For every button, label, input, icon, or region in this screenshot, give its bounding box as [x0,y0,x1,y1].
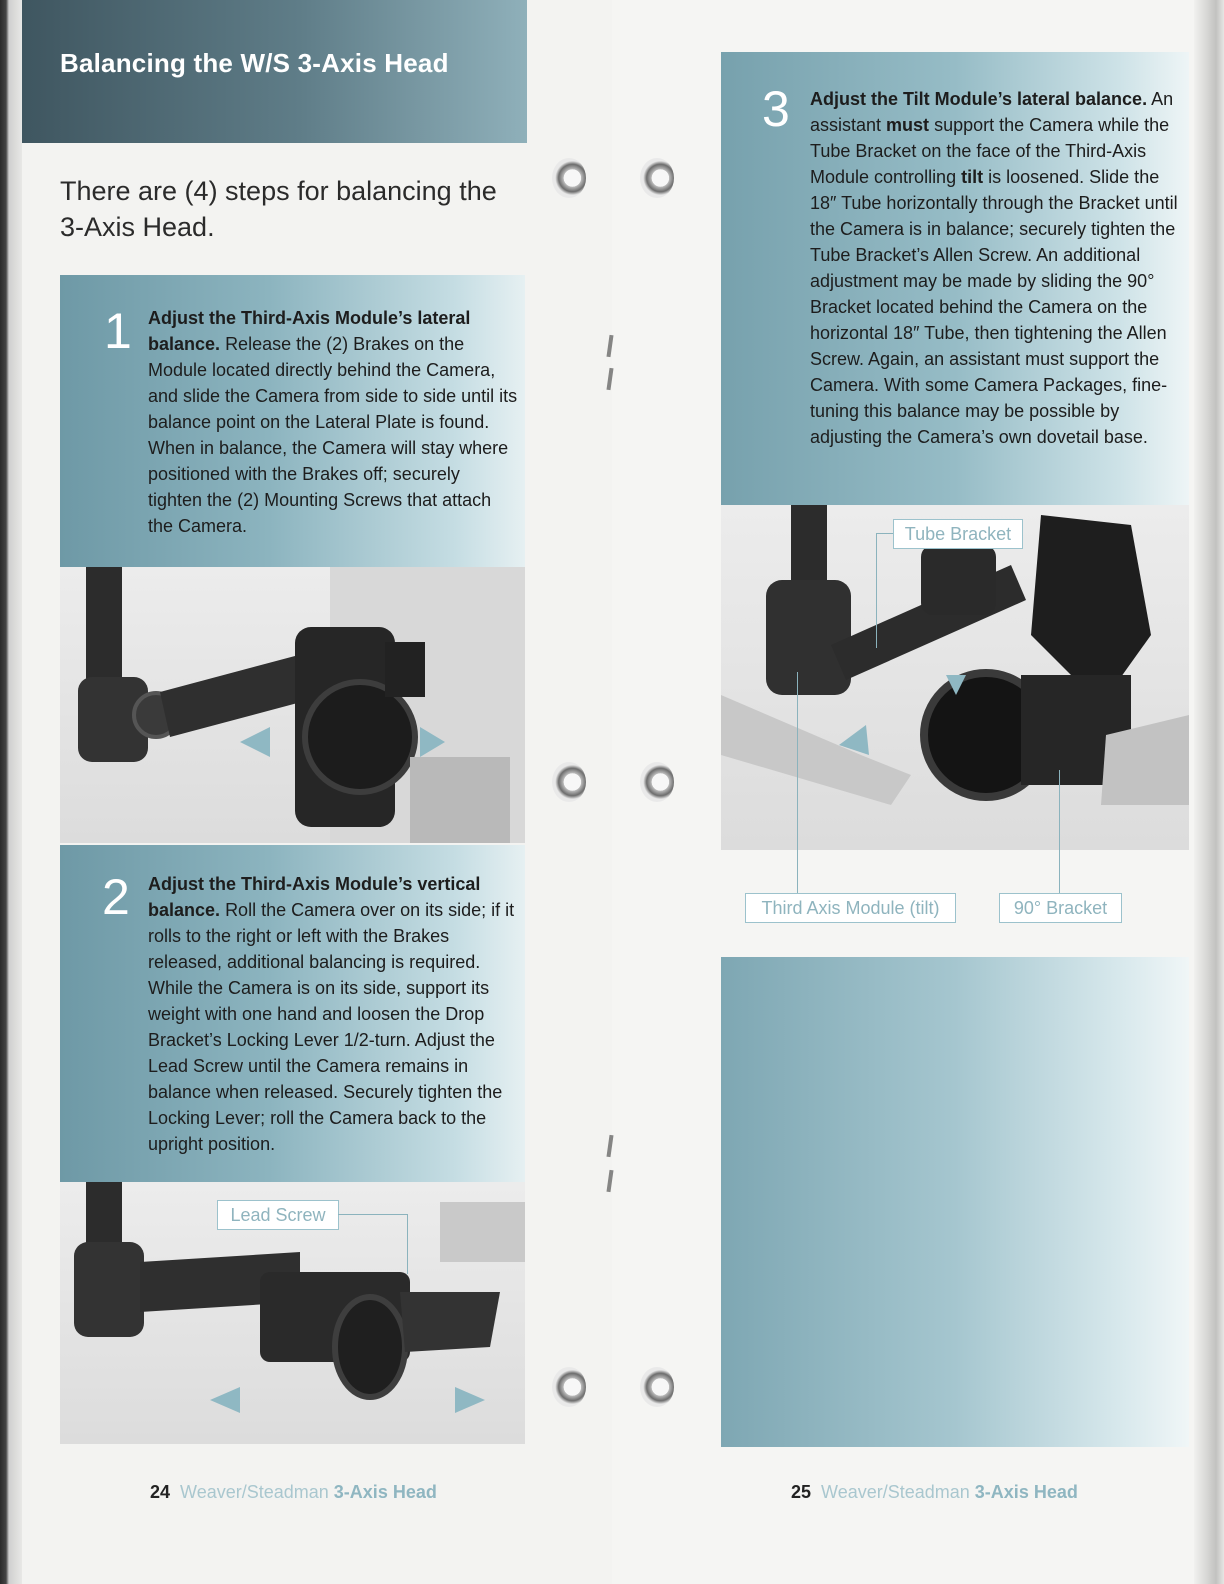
page-number-left: 24 [150,1482,171,1502]
photo-step-3 [721,505,1189,850]
step-3-number: 3 [762,81,790,137]
footer-product-left: 3-Axis Head [333,1482,437,1502]
footer-product-right: 3-Axis Head [974,1482,1078,1502]
step-2-text [148,871,518,1157]
binder-hole [640,1367,674,1407]
step-2-heading: Adjust the Third-Axis Module’s vertical balance. [148,874,481,920]
step-1-text [148,305,518,539]
step-2-body: Roll the Camera over on its side; if it rolls to the right or left with the Brakes released, additional balancing is required. While the Camera is on its side, support its weight with one hand and loosen the Drop Bracket’s Locking Lever 1/2-turn. Adjust the Lead Screw until the Camera remains in balance when released. Securely tighten the Locking Lever; roll the Camera back to the upright position. [148,900,515,1154]
callout-lead-screw: Lead Screw [217,1200,339,1230]
leader-line-tube-bracket-v [876,533,877,648]
leader-line-90-bracket [1059,770,1060,894]
step-2-number: 2 [102,869,130,925]
callout-90-bracket: 90° Bracket [999,893,1122,923]
footer-brand-right: Weaver/Steadman [821,1482,970,1502]
leader-line-third-axis [797,672,798,894]
binder-edge [0,0,22,1584]
page-title: Balancing the W/S 3-Axis Head [60,48,449,78]
step-3-body-b: support the Camera while the Tube Bracket on the face of the Third-Axis Module controlling [810,115,1170,187]
binder-hole [552,158,586,198]
leader-line-tube-bracket-h [876,533,893,534]
step-1-heading: Adjust the Third-Axis Module’s lateral balance. [148,308,471,354]
photo-step-1-illustration [60,567,525,843]
binder-hole [552,1367,586,1407]
step-3-body-a: An assistant [810,89,1174,135]
step-3-heading: Adjust the Tilt Module’s lateral balance. [810,89,1148,109]
footer-left [150,1482,437,1503]
photo-step-1 [60,567,525,843]
step-3-body-strong2: tilt [961,167,984,187]
step-1-body: Release the (2) Brakes on the Module located directly behind the Camera, and slide the Camera from side to side until its balance point on the Lateral Plate is found. When in balance, the Camera will stay where positioned with the Brakes off; securely tighten the (2) Mounting Screws that attach the Camera. [148,334,518,536]
notes-box [721,957,1189,1447]
page-number-right: 25 [791,1482,812,1502]
step-3-body-strong: must [886,115,930,135]
step-3-body-c: is loosened. Slide the 18″ Tube horizontally through the Bracket until the Camera is in balance; securely tighten the Tube Bracket’s Allen Screw. An additional adjustment may be made by sliding the 90° Bracket located behind the Camera on the horizontal 18″ Tube, then tightening the Allen Screw. Again, an assistant must support the Camera. With some Camera Packages, fine-tuning this balance may be possible by adjusting the Camera’s own dovetail base. [810,167,1178,447]
binder-hole [640,762,674,802]
step-3-text [810,86,1185,450]
intro-text: There are (4) steps for balancing the 3-Axis Head. [60,176,497,242]
binder-hole [640,158,674,198]
step-1-number: 1 [104,303,132,359]
callout-tube-bracket: Tube Bracket [893,519,1023,549]
footer-brand-left: Weaver/Steadman [180,1482,329,1502]
footer-right [791,1482,1078,1503]
callout-third-axis-module: Third Axis Module (tilt) [745,893,956,923]
binder-hole [552,762,586,802]
leader-line-lead-screw-v [407,1214,408,1274]
photo-step-3-illustration [721,505,1189,850]
page-edge [1194,0,1224,1584]
leader-line-lead-screw-h [338,1214,408,1215]
